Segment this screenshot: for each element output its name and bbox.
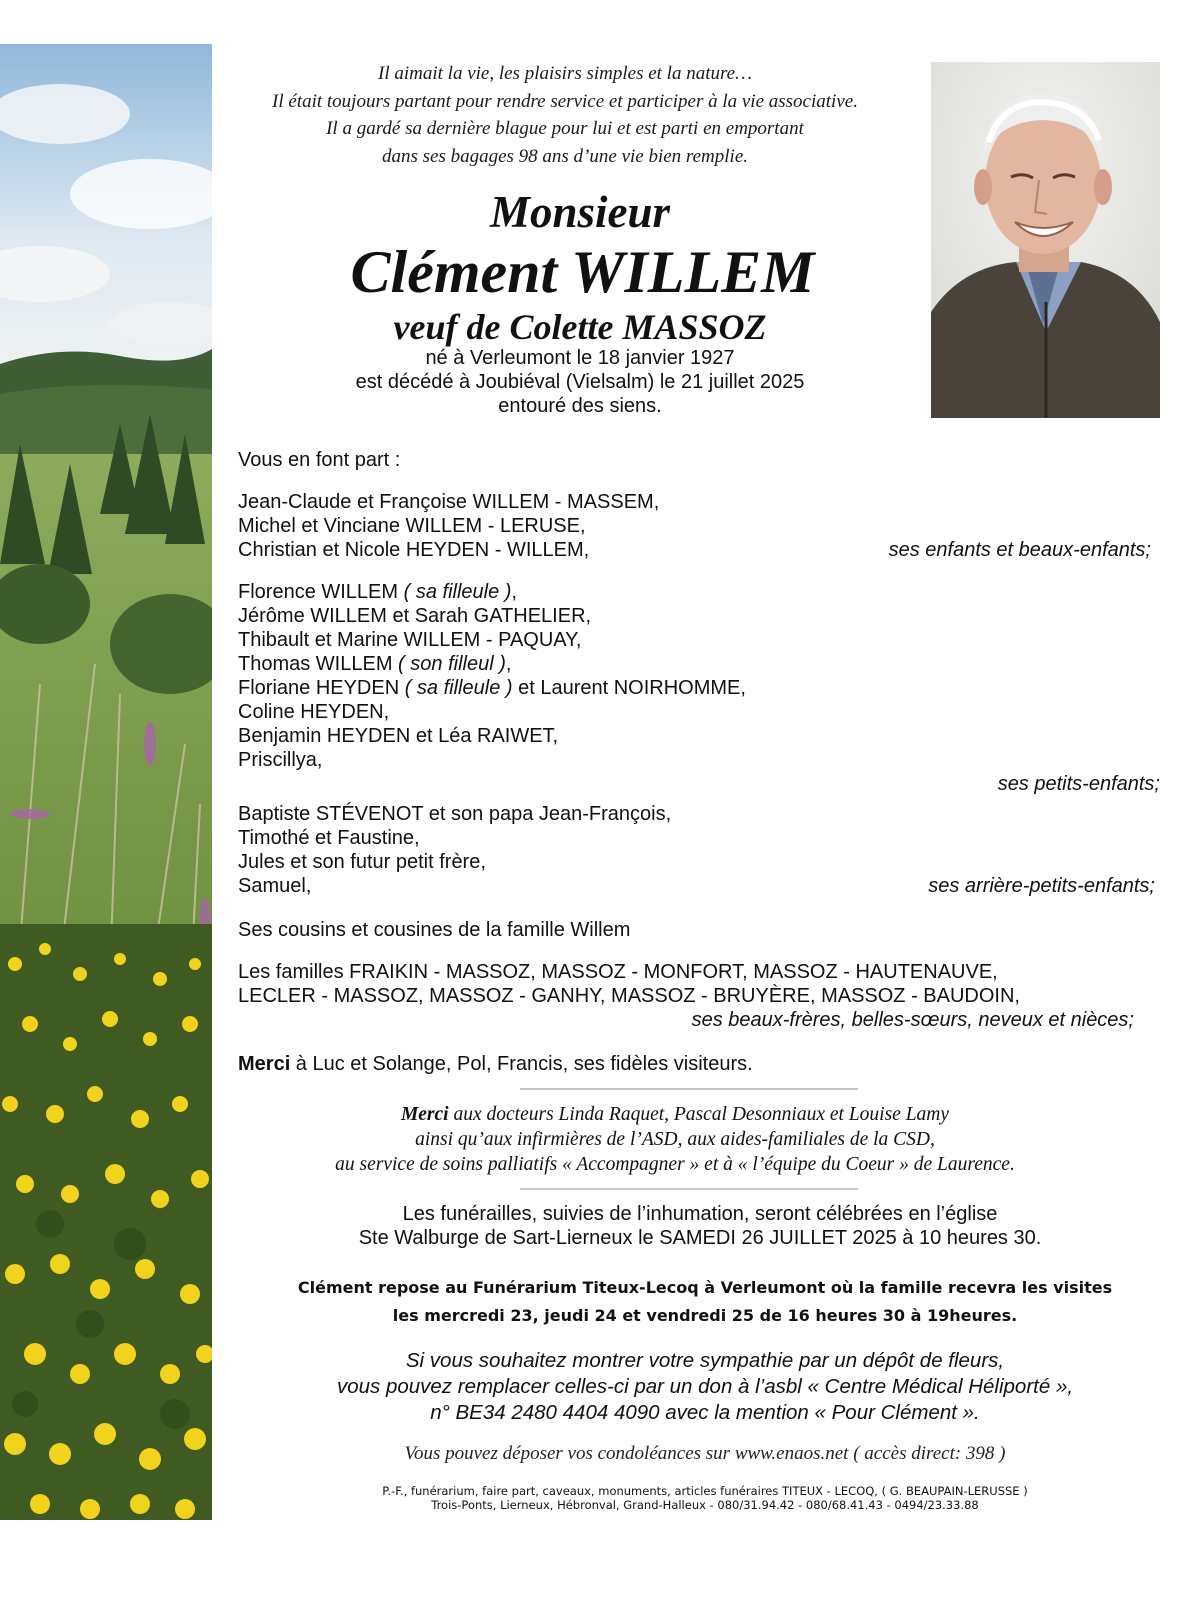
birth-line: né à Verleumont le 18 janvier 1927 xyxy=(425,347,735,369)
family-line: Floriane HEYDEN ( sa filleule ) et Laurent NOIRHOMME, xyxy=(238,677,746,699)
landscape-photo xyxy=(0,44,212,1520)
family-line: Thomas WILLEM ( son filleul ), xyxy=(238,653,512,675)
funeral-info: Les funérailles, suivies de l’inhumation, seront célébrées en l’église Ste Walburge de Sart-Lierneux le SAMEDI 26 JUILLET 2025 à 10 heures 30. xyxy=(358,1203,1042,1249)
poem-line: Il a gardé sa dernière blague pour lui et est parti en emportant xyxy=(326,118,804,139)
deceased-spouse: veuf de Colette MASSOZ xyxy=(393,307,767,347)
children-section xyxy=(238,490,1163,562)
poem-line: Il était toujours partant pour rendre service et participer à la vie associative. xyxy=(272,90,858,112)
funeral-home-footer: P.-F., funérarium, faire part, caveaux, monuments, articles funéraires TITEUX - LECOQ, ( G. BEAUPAIN-LERUSSE ) Trois-Ponts, Lierneux, Hébronval, Grand-Halleux - 080/31.94.42 - 080/68.41.43 - 0494/23.33.88 xyxy=(382,1484,1028,1512)
family-line: Priscillya, xyxy=(238,749,323,771)
family-line: Samuel, ses arrière-petits-enfants; xyxy=(238,875,1155,897)
visitation-info: Clément repose au Funérarium Titeux-Lecoq à Verleumont où la famille recevra les visites les mercredi 23, jeudi 24 et vendredi 25 de 16 heures 30 à 19heures. xyxy=(297,1278,1113,1325)
death-line: est décédé à Joubiéval (Vielsalm) le 21 juillet 2025 xyxy=(355,371,805,393)
family-line-text: Christian et Nicole HEYDEN - WILLEM, xyxy=(238,539,590,561)
surrounded-line: entouré des siens. xyxy=(498,395,662,417)
families-section xyxy=(238,960,1163,1032)
deceased-bio xyxy=(290,346,870,418)
family-line: Baptiste STÉVENOT et son papa Jean-François, xyxy=(238,803,672,825)
families-relation: ses beaux-frères, belles-sœurs, neveux et nièces; xyxy=(691,1009,1134,1031)
cousins-line: Ses cousins et cousines de la famille Willem xyxy=(238,919,631,941)
family-line: Timothé et Faustine, xyxy=(238,827,420,849)
family-line: Jules et son futur petit frère, xyxy=(238,851,486,873)
family-line: LECLER - MASSOZ, MASSOZ - GANHY, MASSOZ - BRUYÈRE, MASSOZ - BAUDOIN, xyxy=(238,985,1020,1007)
great-grandchildren-section xyxy=(238,802,1163,898)
family-line: Michel et Vinciane WILLEM - LERUSE, xyxy=(238,515,586,537)
poem-line: Il aimait la vie, les plaisirs simples et la nature… xyxy=(378,63,752,84)
family-line: Jean-Claude et Françoise WILLEM - MASSEM, xyxy=(238,491,660,513)
grandchildren-relation: ses petits-enfants; xyxy=(997,773,1160,795)
deceased-title: Monsieur xyxy=(489,187,671,237)
thanks-medical: Merci aux docteurs Linda Raquet, Pascal Desonniaux et Louise Lamy ainsi qu’aux infirmières de l’ASD, aux aides-familiales de la CSD, au service de soins palliatifs « Accompagner » et à « l’équipe du Coeur » de Laurence. xyxy=(335,1104,1015,1175)
grandchildren-section xyxy=(238,580,1163,796)
family-line: Coline HEYDEN, xyxy=(238,701,390,723)
opening-poem xyxy=(215,60,915,170)
poem-line: dans ses bagages 98 ans d’une vie bien remplie. xyxy=(381,145,749,167)
thanks-visitors: Merci à Luc et Solange, Pol, Francis, ses fidèles visiteurs. xyxy=(238,1053,753,1075)
donation-info: Si vous souhaitez montrer votre sympathie par un dépôt de fleurs, vous pouvez remplacer celles-ci par un don à l’asbl « Centre Médical Héliporté », n° BE34 2480 4404 4090 avec la mention « Pour Clément ». xyxy=(336,1349,1074,1424)
family-line xyxy=(238,772,1163,796)
intro-line: Vous en font part : xyxy=(238,449,401,471)
deceased-name: Clément WILLEM xyxy=(350,239,815,305)
children-relation: ses enfants et beaux-enfants; xyxy=(888,539,1151,561)
portrait-photo xyxy=(931,62,1160,418)
family-line: Benjamin HEYDEN et Léa RAIWET, xyxy=(238,725,559,747)
family-line: Florence WILLEM ( sa filleule ), xyxy=(238,581,517,603)
condolences-link[interactable]: Vous pouvez déposer vos condoléances sur www.enaos.net ( accès direct: 398 ) xyxy=(404,1443,1006,1464)
family-line xyxy=(238,1008,1163,1032)
family-line: Les familles FRAIKIN - MASSOZ, MASSOZ - MONFORT, MASSOZ - HAUTENAUVE, xyxy=(238,961,998,983)
cousins-section xyxy=(238,918,1163,942)
family-line: Thibault et Marine WILLEM - PAQUAY, xyxy=(238,629,582,651)
family-line: Jérôme WILLEM et Sarah GATHELIER, xyxy=(238,605,592,627)
divider xyxy=(520,1188,858,1190)
family-line xyxy=(238,538,1163,562)
divider xyxy=(520,1088,858,1090)
great-grandchildren-relation: ses arrière-petits-enfants; xyxy=(928,875,1155,897)
